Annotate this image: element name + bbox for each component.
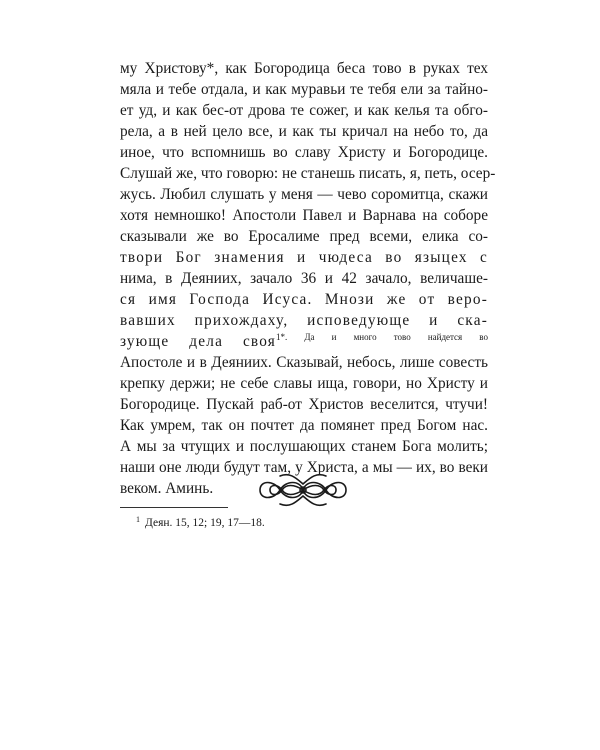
text-line-9 bbox=[120, 226, 488, 247]
text-line-5: иное, что вспомнишь во славу Христу и Богородице. bbox=[120, 144, 488, 161]
text-line-19: А мы за чтущих и послушающих станем Бога молить; bbox=[120, 438, 488, 455]
footnote bbox=[136, 516, 488, 531]
text-line-21: веком. Аминь. bbox=[120, 480, 214, 497]
text-line-15: Апостоле и в Деяниих. Сказывай, небось, лише совесть bbox=[120, 354, 488, 371]
footnote-marker: 1 bbox=[136, 515, 140, 524]
text-line-11: нима, в Деяниих, зачало 36 и 42 зачало, величаше- bbox=[120, 270, 488, 287]
text-line-1: му Христову*, как Богородица беса тово в руках тех bbox=[120, 60, 488, 77]
footnote-text: Деян. 15, 12; 19, 17—18. bbox=[145, 517, 265, 529]
text-page bbox=[120, 58, 496, 531]
text-line-18: Как умрем, так он почтет да помянет пред Богом нас. bbox=[120, 417, 488, 434]
text-line-4: рела, а в ней цело все, и как ты кричал на небо то, да bbox=[120, 123, 488, 140]
text-line-12: ся имя Господа Исуса. Мнози же от веро- bbox=[120, 291, 488, 308]
text-line-17: Богородице. Пускай раб-от Христов веселится, чтучи! bbox=[120, 396, 488, 413]
text-line-10: твори Бог знамения и чюдеса во языцех с bbox=[120, 249, 488, 266]
text-line-6: Слушай же, что говорю: не станешь писать, я, петь, осер- bbox=[120, 165, 496, 182]
text-line-2: мяла и тебе отдала, и как муравьи те тебя ели за тайно- bbox=[120, 81, 488, 98]
text-line-20: наши оне люди будут там, у Христа, а мы — их, во веки bbox=[120, 459, 488, 476]
text-line-8: хотя немношко! Апостоли Павел и Варнава на соборе bbox=[120, 207, 488, 224]
text-line-16: крепку держи; не себе славы ища, говори, но Христу и bbox=[120, 375, 488, 392]
text-line-7: жусь. Любил слушать у меня — чево соромитца, скажи bbox=[120, 186, 488, 203]
text-line-14-rest: 1*. Да и много тово найдется во bbox=[276, 332, 488, 342]
text-line-9-text: сказывали же во Еросалиме пред всеми, елика со- bbox=[120, 228, 488, 245]
text-line-14 bbox=[120, 331, 488, 352]
text-line-13: вавших прихождаху, исповедующе и ска- bbox=[120, 312, 488, 329]
knot-ornament-icon bbox=[256, 470, 350, 510]
text-line-14-spaced: зующе дела своя bbox=[120, 333, 277, 350]
footnote-separator bbox=[120, 507, 228, 508]
text-line-3: ет уд, и как бес-от дрова те сожег, и как келья та обго- bbox=[120, 102, 488, 119]
